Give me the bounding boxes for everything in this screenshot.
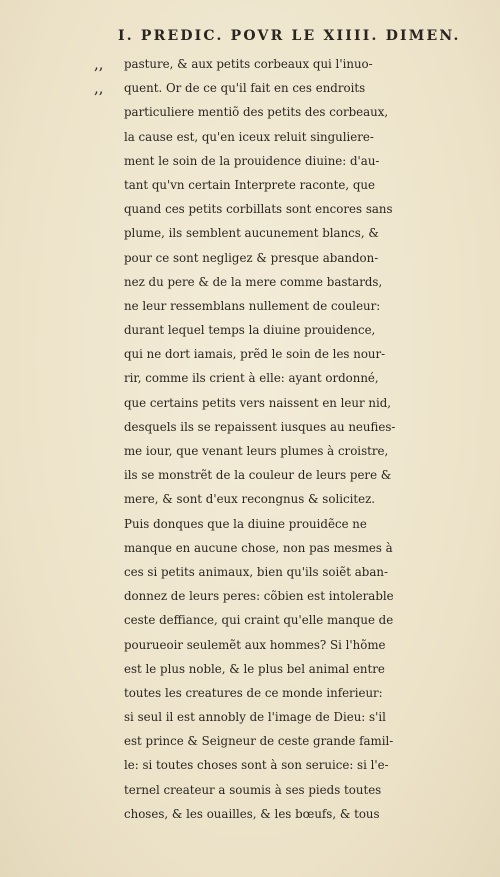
text-line	[94, 270, 484, 294]
line-text: quand ces petits corbillats sont encores sans	[124, 202, 393, 217]
text-line	[94, 560, 484, 584]
line-text: est le plus noble, & le plus bel animal entre	[124, 661, 385, 676]
text-line	[94, 100, 484, 124]
text-line	[94, 76, 484, 100]
line-text: le: si toutes choses sont à son seruice: si l'e-	[124, 758, 389, 773]
line-text: choses, & les ouailles, & les bœufs, & tous	[124, 806, 380, 821]
line-text: ces si petits animaux, bien qu'ils soiẽt aban-	[124, 564, 388, 579]
line-text: toutes les creatures de ce monde inferieur:	[124, 685, 383, 700]
quotation-marker: ,,	[94, 79, 104, 98]
line-text: ne leur ressemblans nullement de couleur:	[124, 298, 381, 313]
text-line	[94, 802, 484, 826]
text-line	[94, 246, 484, 270]
text-line	[94, 318, 484, 342]
line-text: Puis donques que la diuine prouidẽce ne	[124, 516, 367, 531]
text-line	[94, 197, 484, 221]
running-head: I. PREDIC. POVR LE XIIII. DIMEN.	[118, 28, 461, 44]
line-text: durant lequel temps la diuine prouidence,	[124, 323, 376, 338]
text-line	[94, 125, 484, 149]
line-text: donnez de leurs peres: cõbien est intolerable	[124, 589, 394, 604]
text-line	[94, 366, 484, 390]
text-line	[94, 173, 484, 197]
text-line	[94, 753, 484, 777]
line-text: ils se monstrẽt de la couleur de leurs pere &	[124, 468, 392, 483]
line-text: mere, & sont d'eux recongnus & solicitez.	[124, 492, 376, 507]
line-text: rir, comme ils crient à elle: ayant ordonné,	[124, 371, 379, 386]
line-text: pourueoir seulemẽt aux hommes? Si l'hõme	[124, 637, 386, 652]
text-line	[94, 391, 484, 415]
line-text: la cause est, qu'en iceux reluit singuliere-	[124, 129, 374, 144]
line-text: tant qu'vn certain Interprete raconte, que	[124, 177, 375, 192]
text-line	[94, 536, 484, 560]
text-line	[94, 294, 484, 318]
line-text: qui ne dort iamais, prẽd le soin de les nour-	[124, 347, 386, 362]
line-text: manque en aucune chose, non pas mesmes à	[124, 540, 393, 555]
text-line	[94, 149, 484, 173]
line-text: ment le soin de la prouidence diuine: d'au-	[124, 153, 380, 168]
text-line	[94, 342, 484, 366]
line-text: me iour, que venant leurs plumes à croistre,	[124, 444, 389, 458]
text-line	[94, 221, 484, 245]
line-text: que certains petits vers naissent en leur nid,	[124, 395, 392, 410]
text-line	[94, 512, 484, 536]
text-line	[94, 439, 484, 463]
text-line	[94, 463, 484, 487]
line-text: ternel createur a soumis à ses pieds toutes	[124, 782, 382, 797]
line-text: particuliere mentiõ des petits des corbeaux,	[124, 105, 389, 120]
line-text: si seul il est annobly de l'image de Dieu: s'il	[124, 710, 386, 725]
text-line	[94, 681, 484, 705]
line-text: pour ce sont negligez & presque abandon-	[124, 250, 379, 265]
line-text: desquels ils se repaissent iusques au neufies-	[124, 419, 396, 434]
text-line	[94, 584, 484, 608]
text-line	[94, 52, 484, 76]
text-line	[94, 729, 484, 753]
text-line	[94, 608, 484, 632]
line-text: ceste deffiance, qui craint qu'elle manque de	[124, 613, 394, 628]
text-line	[94, 705, 484, 729]
line-text: est prince & Seigneur de ceste grande famil-	[124, 734, 394, 749]
text-line	[94, 778, 484, 802]
quotation-marker: ,,	[94, 55, 104, 73]
text-block	[94, 52, 484, 826]
text-line	[94, 487, 484, 511]
text-line	[94, 415, 484, 439]
line-text: nez du pere & de la mere comme bastards,	[124, 274, 383, 289]
line-text: pasture, & aux petits corbeaux qui l'inuo-	[124, 57, 373, 71]
text-line	[94, 633, 484, 657]
text-line	[94, 657, 484, 681]
line-text: quent. Or de ce qu'il fait en ces endroits	[124, 81, 366, 96]
line-text: plume, ils semblent aucunement blancs, &	[124, 226, 379, 241]
